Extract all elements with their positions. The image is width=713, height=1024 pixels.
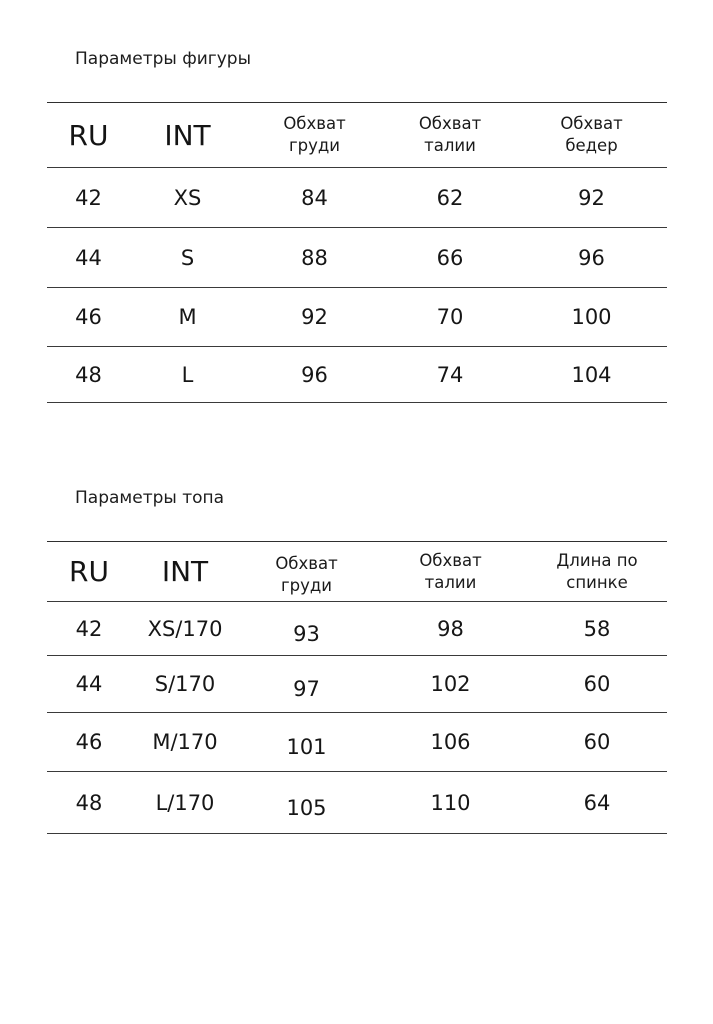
- table-row: [47, 228, 667, 288]
- table-row: [47, 168, 667, 228]
- cell-chest: 92: [245, 288, 384, 347]
- figure-table-title: Параметры фигуры: [75, 49, 252, 69]
- table-row: [47, 288, 667, 347]
- col-header-ru: RU: [47, 542, 131, 602]
- cell-ru: 48: [47, 347, 130, 403]
- col-header-back-length: Длина по спинке: [527, 542, 667, 602]
- top-size-table: [47, 541, 667, 834]
- cell-int: XS: [130, 168, 245, 228]
- cell-hips: 96: [516, 228, 667, 288]
- col-header-int: INT: [131, 542, 239, 602]
- cell-ru: 48: [47, 772, 131, 834]
- cell-int: L: [130, 347, 245, 403]
- cell-ru: 42: [47, 168, 130, 228]
- cell-int: M: [130, 288, 245, 347]
- top-table-header-row: [47, 542, 667, 602]
- cell-chest: 97: [239, 656, 374, 713]
- cell-int: S: [130, 228, 245, 288]
- cell-waist: 66: [384, 228, 516, 288]
- table-row: [47, 656, 667, 713]
- col-header-hips: Обхват бедер: [516, 103, 667, 168]
- table-row: [47, 772, 667, 834]
- cell-back-length: 60: [527, 713, 667, 772]
- cell-ru: 46: [47, 288, 130, 347]
- cell-back-length: 64: [527, 772, 667, 834]
- cell-chest: 84: [245, 168, 384, 228]
- cell-chest: 93: [239, 602, 374, 656]
- top-table-title: Параметры топа: [75, 488, 225, 508]
- cell-hips: 100: [516, 288, 667, 347]
- cell-chest: 96: [245, 347, 384, 403]
- cell-waist: 70: [384, 288, 516, 347]
- cell-ru: 44: [47, 656, 131, 713]
- cell-hips: 92: [516, 168, 667, 228]
- cell-waist: 102: [374, 656, 527, 713]
- figure-table-header-row: [47, 103, 667, 168]
- cell-int: S/170: [131, 656, 239, 713]
- cell-ru: 42: [47, 602, 131, 656]
- cell-chest: 88: [245, 228, 384, 288]
- cell-waist: 98: [374, 602, 527, 656]
- cell-waist: 74: [384, 347, 516, 403]
- cell-waist: 110: [374, 772, 527, 834]
- cell-ru: 44: [47, 228, 130, 288]
- cell-chest: 101: [239, 713, 374, 772]
- cell-chest: 105: [239, 772, 374, 834]
- cell-ru: 46: [47, 713, 131, 772]
- cell-int: M/170: [131, 713, 239, 772]
- cell-int: XS/170: [131, 602, 239, 656]
- col-header-waist: Обхват талии: [384, 103, 516, 168]
- col-header-waist: Обхват талии: [374, 542, 527, 602]
- col-header-ru: RU: [47, 103, 130, 168]
- cell-back-length: 58: [527, 602, 667, 656]
- table-row: [47, 602, 667, 656]
- cell-waist: 62: [384, 168, 516, 228]
- table-row: [47, 347, 667, 403]
- col-header-chest: Обхват груди: [245, 103, 384, 168]
- cell-back-length: 60: [527, 656, 667, 713]
- table-row: [47, 713, 667, 772]
- col-header-chest: Обхват груди: [239, 542, 374, 602]
- figure-size-table: [47, 102, 667, 403]
- cell-waist: 106: [374, 713, 527, 772]
- cell-int: L/170: [131, 772, 239, 834]
- cell-hips: 104: [516, 347, 667, 403]
- col-header-int: INT: [130, 103, 245, 168]
